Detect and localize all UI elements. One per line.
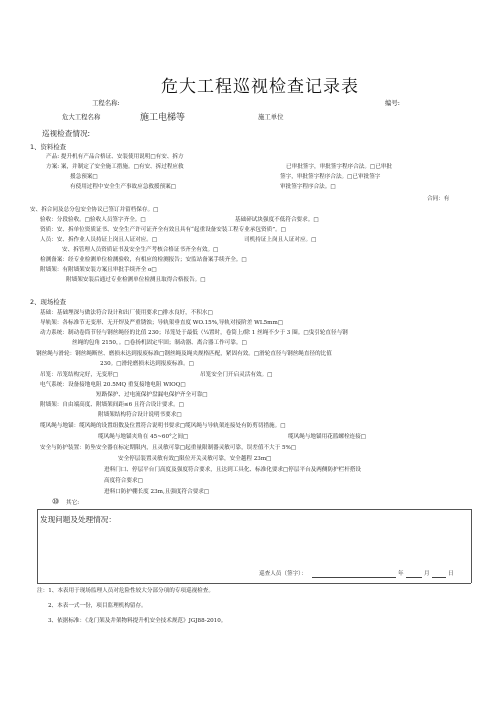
s1-line: 产品: 提升机有产品合格证、安装使用说明□有安、拆方 — [46, 154, 184, 160]
s2-line: 安全停层装置灵敏有效□限位开关灵敏可靠，安全越程 23m□ — [118, 456, 272, 462]
s2-line: 缆风绳与地锚夹角在 45~60°之间□ — [98, 434, 189, 440]
s2-line: 附墙架：自由端高度、附墙架间距≤6 且符合设计要求。□ — [40, 402, 184, 408]
s2-line: 吊笼安全门开启灵活有效。□ — [200, 372, 273, 378]
s2-line: 动力系统：制动卷筒节径与钢丝绳径的比值 230；吊笼处于最低（¼置时，卷筒上/除 1 丝绳不少于 3 圈。□曳引轮直径与钢 — [40, 330, 348, 336]
s2-line: 安全与防护装置：防坠安全器在标定期限内，且灵敏可靠□起重量限制器灵敏可靠，误差值不大于 5%□ — [40, 445, 297, 451]
s1-line: 安、拆管理人员资质证书及安全生产考核合格证书齐全有效。□ — [62, 247, 219, 253]
circled-number: ⑩ — [52, 497, 60, 506]
s2-line: 进料门口、停层平台门高度及强度符合要求，且达到工具化、标准化要求□停层平台及两侧防护栏杆搭设 — [104, 467, 362, 473]
month-label: 月 — [424, 571, 430, 577]
s1-line: 资质：安、拆单位资质证书、安全生产许可证齐全有效且具有“起重设备安装工程专业承包资质”。□ — [40, 227, 286, 233]
s2-line: 其它: — [66, 500, 80, 506]
note-line: 3、依据标准：《龙门架及井架物料提升机安全技术规范》JGJ88-2010。 — [48, 618, 227, 624]
s1-line: 检测备案：经专业检测单位检测验收，有相应的检测报告；安监站备案手续齐全。□ — [40, 257, 247, 263]
year-label: 年 — [398, 571, 404, 577]
section1-heading: 1、资料检查 — [30, 143, 67, 151]
hazard-project-label: 危大工程名称 — [62, 113, 101, 121]
divider — [37, 583, 471, 584]
s1-line: 审批签字程序合法。□ — [280, 184, 336, 190]
s2-line: 导轨架：各标准节无变形、无开焊及严重锈蚀；导轨架垂直度 WO.15%,导轨对接阶差 WL5mm□ — [40, 320, 284, 326]
project-name-label: 工程名称: — [92, 99, 120, 107]
divider — [37, 509, 471, 510]
s2-line: 高度符合要求□ — [104, 478, 143, 484]
s1-line: 验收：分段验收。□验收人员签字齐全。□ — [40, 217, 146, 223]
signature-label: 巡查人员（签字）： — [259, 571, 307, 577]
s2-line: 230。□滑轮磨损未达到报废标准。□ — [100, 361, 194, 367]
s1-line: 签字，审批签字程序合法。□已审批签字 — [280, 174, 381, 180]
day-label: 日 — [448, 571, 454, 577]
s2-line: 进料口防护棚长度 23m,且强度符合要求□ — [104, 489, 210, 495]
s2-line: 缆风绳与地锚用花篮螺栓连接□ — [288, 434, 367, 440]
page-title: 危大工程巡视检查记录表 — [161, 77, 359, 97]
s2-line: 缆风绳与地锚：缆风绳的设置组数及位置符合说明书要求□缆风绳与导轨架连接处有防剪切措施。□ — [40, 423, 286, 429]
construction-unit-label: 施工单位 — [258, 113, 284, 121]
hazard-project-value: 施工电梯等 — [140, 113, 186, 123]
s1-line: 有使用过程中安全生产事故应急救援预案□ — [70, 184, 176, 190]
s2-line: 丝绳的包角 2150，。□卷扬机固定牢固；制动器、离合器工作可靠。□ — [72, 340, 247, 346]
section2-heading: 2、现场检查 — [30, 298, 67, 306]
inspection-heading: 巡视检查情况: — [42, 129, 91, 138]
divider — [37, 509, 38, 583]
note-line: 注：1、本表用于现场监理人员对危险性较大分部分项的专项巡视检查。 — [37, 588, 214, 594]
serial-label: 编号: — [385, 99, 400, 107]
problems-heading: 发现问题及处理情况： — [40, 515, 116, 524]
s2-line: 电气系统：设备接地电阻 20.5MQ 重复接地电阻 WIOQ□ — [40, 382, 186, 388]
s1-line: 安、拆合同及总分包安全协议已签订并留档保存。□ — [30, 207, 159, 213]
s2-line: 短路保护、过电流保护盘漏电保护齐全可靠□ — [96, 392, 208, 398]
s1-line: 已审批签字，审批签字程序合法。□已审批 — [286, 164, 392, 170]
s1-line: 基础碎试块强度不低符合要求。□ — [235, 217, 319, 223]
s1-line: 附墙架：有附墙架安装方案且审批手续齐全 o□ — [40, 267, 157, 273]
s2-line: 附墙架结构符合设计说明书要求□ — [98, 412, 182, 418]
note-line: 2、本表一式一份，项目监理机构留存。 — [48, 603, 147, 609]
month-line — [406, 576, 422, 578]
s2-line: 吊笼：吊笼结构完好，无变形□ — [40, 372, 119, 378]
s1-line: 人员：安、拆作业人员持证上岗且人证对应。□ — [40, 237, 158, 243]
s1-line: 司机持证上岗且人证对应。□ — [244, 237, 317, 243]
signature-line — [312, 576, 396, 578]
s2-line: 基础：基础埋深与做法符合设计和出厂使用要求□排水良好，不积水□ — [40, 310, 213, 316]
divider — [471, 509, 472, 583]
s1-line: 附墙架安装后通过专业检测单位检测且取得合格报告。□ — [66, 277, 206, 283]
s2-line: 钢丝绳与滑轮：钢丝绳断丝、磨损未达到报废标准□钢丝绳及绳夹规格匹配，紧固有效。□滑轮直径与钢丝绳直径的比值 — [36, 351, 332, 357]
s1-line: 援急预案□ — [70, 174, 98, 180]
s1-line: 方案: 案，并制定了安全施工措施。□有安、拆过程应救 — [46, 164, 184, 170]
s1-line: 合同：有 — [427, 196, 450, 202]
day-line — [432, 576, 446, 578]
